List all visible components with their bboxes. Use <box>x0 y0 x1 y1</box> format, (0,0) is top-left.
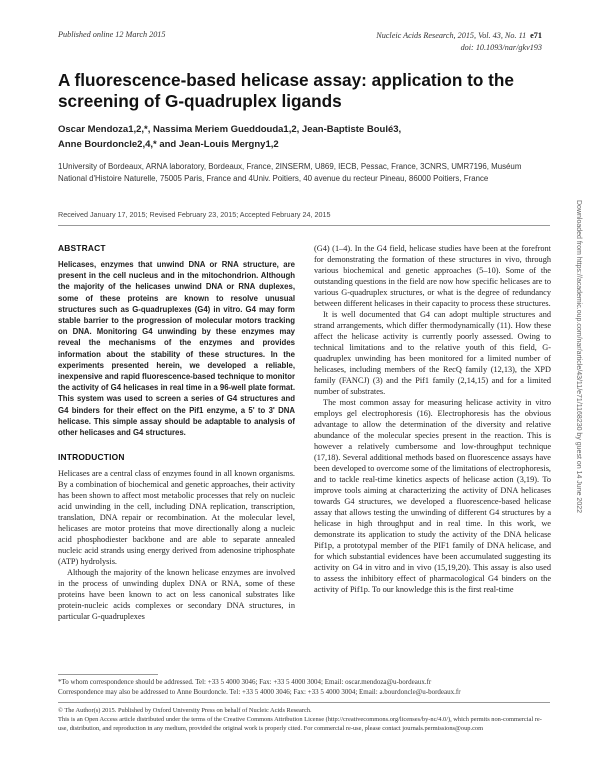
published-date: Published online 12 March 2015 <box>58 30 166 39</box>
footnote-divider <box>58 674 158 675</box>
doi[interactable]: doi: 10.1093/nar/gkv193 <box>460 43 542 52</box>
download-watermark: Downloaded from https://academic.oup.com/nar/article/43/11/e71/1168230 by guest on 14 June 2022 <box>575 200 582 514</box>
page-number: e71 <box>530 31 542 40</box>
correspondence-footnotes <box>58 678 550 697</box>
right-paragraph-1: (G4) (1–4). In the G4 field, helicase studies have been at the forefront for demonstrating the formation of these structures in vivo, through various biochemical and genetic approaches (5–10). Some of the outstanding questions in the field are now how specific helicases are to various G-quadruplex structures, or what is the degree of redundancy between different helicases in their capacity to process these structures. <box>314 244 551 308</box>
right-paragraph-2: It is well documented that G4 can adopt multiple structures and strand arrangements, which differ thermodynamically (11). How these affect the helicase activity is currently poorly assessed. Owing to technical limitations and to the relative youth of this field, G-quadruplex unwinding has been monitored for a limited number of helicases, including members of the RecQ family (12,13), the XPD family (FANCJ) (3) and the Pif1 family (2,14,15) and for a limited number of substrates. <box>314 310 551 396</box>
introduction-heading: INTRODUCTION <box>58 452 125 463</box>
license-block <box>58 706 550 733</box>
copyright-notice: © The Author(s) 2015. Published by Oxford University Press on behalf of Nucleic Acids Research. <box>58 707 312 714</box>
license-divider <box>58 702 550 703</box>
author-list <box>58 122 548 152</box>
intro-paragraph-1: Helicases are a central class of enzymes found in all known organisms. By a combination of biochemical and genetic approaches, their activity has been shown to affect most metabolic processes that rely on nucleic acid unwinding in the cell, including DNA replication, transcription, translation, DNA repair or recombination. At the molecular level, helicases are motor proteins that move directionally along a nucleic acid phosphodiester backbone and are able to separate annealed nucleic acid strands using energy derived from adenosine triphosphate (ATP) hydrolysis. <box>58 469 295 567</box>
header-divider <box>58 225 550 226</box>
authors-line-2: Anne Bourdoncle2,4,* and Jean-Louis Mergny1,2 <box>58 139 279 150</box>
article-title: A fluorescence-based helicase assay: application to the screening of G-quadruplex ligands <box>58 70 514 111</box>
right-column <box>314 243 551 595</box>
authors-line-1: Oscar Mendoza1,2,*, Nassima Meriem Gueddouda1,2, Jean-Baptiste Boulé3, <box>58 124 402 135</box>
abstract-heading: ABSTRACT <box>58 243 106 253</box>
left-column <box>58 243 295 622</box>
introduction-text <box>58 468 295 622</box>
right-paragraph-3: The most common assay for measuring helicase activity in vitro employs gel electrophoresis (16). Electrophoresis has the obvious advantage to allow the determination of the diversity and relative abundance of the molecular species present in the reaction. This is however a relatively cumbersome and low-throughput technique (17,18). Several additional methods based on fluorescence assays have been developed to overcome some of the limitations of electrophoresis, and to tackle real-time kinetics aspects of helicase action (3,19). To improve tools aiming at characterizing the activity of DNA helicases towards G4 structures, we developed a fluorescence-based helicase assay that allows testing the unwinding of different G4 structures by a helicase in high throughput and in real time. In this work, we demonstrate its application to study the activity of the DNA helicase Pif1p, a prototypal member of the PIF1 family of DNA helicase, and for which substantial evidences have been accumulated suggesting its activity on G4 in vitro and in vivo (15,19,20). This assay is also used to assess the inhibitory effect of pharmacological G4 binders on the activity of Pif1p. To our knowledge this is the first real-time <box>314 398 551 594</box>
journal-citation <box>376 30 542 54</box>
license-text: This is an Open Access article distributed under the terms of the Creative Commons Attribution License (http://creativecommons.org/licenses/by-nc/4.0/), which permits non-commercial re-use, distribution, and reproduction in any medium, provided the original work is properly cited. For commercial re-use, please contact journals.permissions@oup.com <box>58 716 542 732</box>
abstract-text: Helicases, enzymes that unwind DNA or RNA structure, are present in the cell nucleus and in the mitochondrion. Although the majority of the helicases unwind DNA or RNA duplexes, some of these proteins are known to resolve unusual structures such as G-quadruplexes (G4) in vitro. G4 may form stable barrier to the progression of molecular motors tracking on DNA. Monitoring G4 unwinding by these enzymes may reveal the mechanisms of the enzymes and provides information about the stability of these structures. In the experiments presented herein, we developed a reliable, inexpensive and rapid fluorescence-based technique to monitor the activity of G4 helicases in real time in a 96-well plate format. This system was used to screen a series of G4 structures and G4 binders for their effect on the Pif1 enzyme, a 5' to 3' DNA helicase. This simple assay should be adaptable to analysis of other helicases and G4 structures. <box>58 260 295 438</box>
intro-paragraph-2: Although the majority of the known helicase enzymes are involved in the process of unwinding duplex DNA or RNA, some of these proteins have been known to act on less canonical substrates like protein-nucleic acids complexes or secondary DNA structures, in particular G-quadruplexes <box>58 568 295 622</box>
footnote-primary: *To whom correspondence should be addressed. Tel: +33 5 4000 3046; Fax: +33 5 4000 3004; Email: oscar.mendoza@u-bordeaux.fr <box>58 678 432 686</box>
received-dates: Received January 17, 2015; Revised February 23, 2015; Accepted February 24, 2015 <box>58 210 331 219</box>
footnote-secondary: Correspondence may also be addressed to Anne Bourdoncle. Tel: +33 5 4000 3046; Fax: +33 5 4000 3004; Email: a.bourdoncle@u-bordeaux.fr <box>58 687 461 696</box>
affiliations: 1University of Bordeaux, ARNA laboratory, Bordeaux, France, 2INSERM, U869, IECB, Pessac, France, 3CNRS, UMR7196, Muséum National d'Histoire Naturelle, 75005 Paris, France and 4Univ. Poitiers, 40 avenue du recteur Pineau, 86000 Poitiers, France <box>58 162 522 184</box>
journal-name: Nucleic Acids Research, 2015, Vol. 43, No. 11 <box>376 31 527 40</box>
